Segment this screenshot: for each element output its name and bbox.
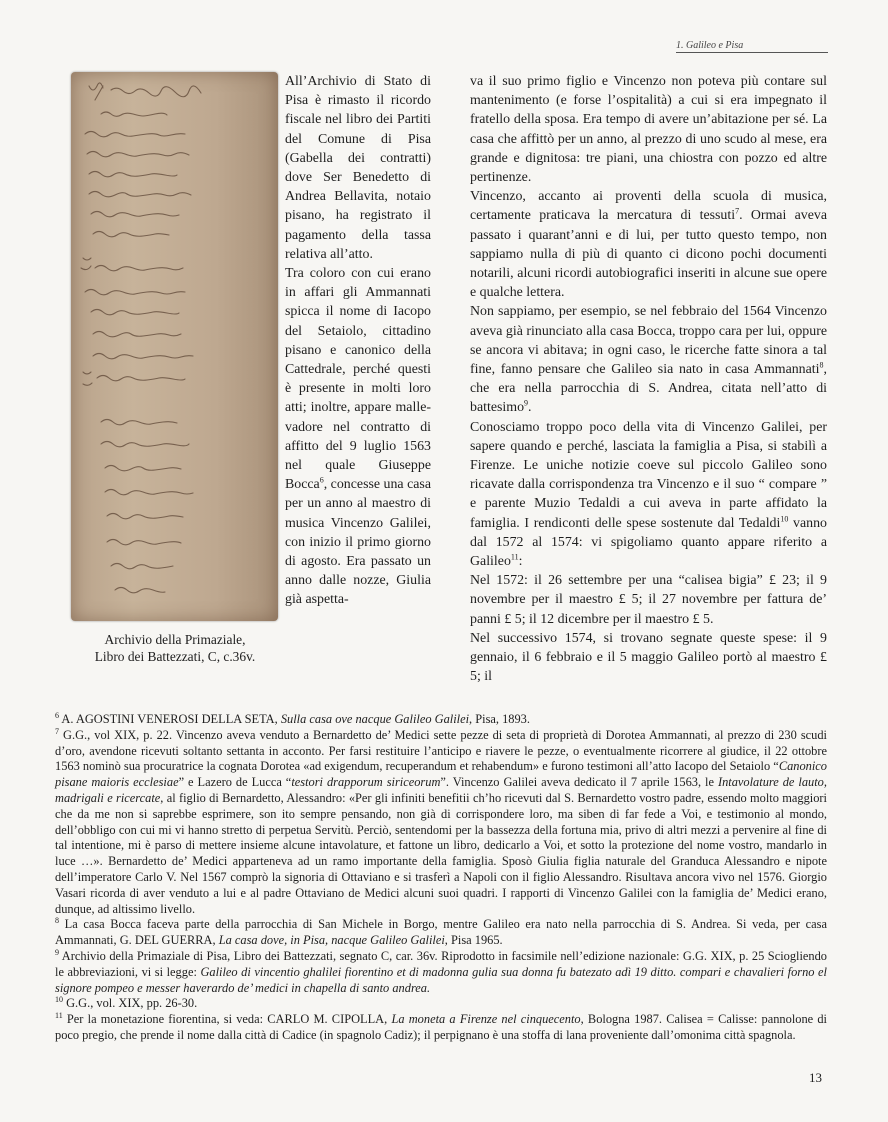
footnote-11: $^{11}$ Per la monetazione fiorentina, si veda: CARLO M. CIPOLLA, La moneta a Firenze nel cinquecento, Bologna 1987. Calisea = Calisse: pannolone di poco pregio, che prende il nome dalla città di Cadice (in spagnolo Cadiz); il perpignano è una stoffa di lana proveniente dall’omonima città spagnola. bbox=[55, 1011, 827, 1042]
footnote-6: $^6$ A. AGOSTINI VENEROSI DELLA SETA, Sulla casa ove nacque Galileo Galilei, Pisa, 1893. bbox=[55, 710, 530, 726]
paragraph: Vincenzo, accanto ai proventi della scuola di musica, certamente praticava la mercatura di tessuti$^7$. Ormai aveva passato i quarant’anni e di lui, per tutto questo tempo, non sappiamo nulla di più di quanto ci dicono pochi documenti notarili, alcuni ricordi autobiografici inseriti in alcune sue opere e qualche lettera. bbox=[470, 189, 828, 301]
text-column-2 bbox=[470, 72, 827, 687]
paragraph: Non sappiamo, per esempio, se nel febbraio del 1564 Vincenzo aveva già rinunciato alla casa Bocca, troppo cara per lui, oppure se ancora vi abitava; in ogni caso, le ricerche fatte sinora a tal fine, fanno pensare che Galileo sia nato in casa Ammannati$^8$, che era nella parrocchia di S. Andrea, citata nell’atto di battesimo$^9$. bbox=[470, 304, 827, 416]
paragraph: Nel 1572: il 26 settembre per una “calisea bigia” £ 23; il 9 novembre per il maestro £ 5; il 27 novembre per fattura de’ panni £ 5; il 12 dicembre per il maestro £ 5. bbox=[470, 573, 827, 627]
caption-line: Libro dei Battezzati, C, c.36v. bbox=[94, 648, 256, 664]
footnote-7: $^7$ G.G., vol XIX, p. 22. Vincenzo aveva venduto a Bernardetto de’ Medici sette pezze di seta di proprietà di Dorotea Ammannati, al prezzo di 230 scudi d’oro, avendone ricevuti soltanto settanta in acconto. Per farsi restituire l’anticipo e riavere le pezze, o eventualmente ricorrere al giudice, il 22 ottobre 1563 nominò sua procuratrice la cognata Dorotea «ad exigendum, recuperandum et rehabendum» e furono testimoni all’atto Iacopo del Setaiolo “Canonico pisane maioris ecclesiae” e Lazero de Lucca “testori drapporum siriceorum”. Vincenzo Galilei aveva dedicato il 7 aprile 1563, le Intavolature de lauto, madrigali e ricercate, al figlio di Bernardetto, Alessandro: «Per gli infiniti benefitii ch’ho ricevuti dal S. Bernardetto vostro padre, essendo molto maggiori che da me non si saprebbe esprimere, son ito sempre pensando, non già di corrispondere loro, ma siben di far fede a Voi, e testimonio al mondo, dell’obbligo con cui mi vi hanno stretto di perpetua Servitù. Perciò, sentendomi per la bassezza della fortuna mia, privo di altri mezzi a pervenire al fine di tal intentione, mi è parso di mettere insieme alcune intavolature, et fattone un libro, dedicarlo a Voi, et sotto la protezione del nome vostro, mandarlo in luce …». Bernardetto de’ Medici apparteneva ad un ramo importante della famiglia. Sposò Giulia figlia naturale del Granduca Alessandro e nipote dell’imperatore Carlo V. Nel 1567 comprò la signoria di Ottaviano e si trasferì a Napoli con il figlio Alessandro. Risultava ancora vivo nel 1576. Giorgio Vasari ricorda di aver venduto a lui e al padre Ottaviano de Medici alcuni suoi quadri. I rapporti di Vincenzo Galilei con la famiglia de’ Medici erano, dunque, ad altissimo livello. bbox=[55, 726, 827, 916]
footnote-number: 10 bbox=[55, 995, 63, 1005]
running-head: 1. Galileo e Pisa bbox=[676, 40, 828, 53]
page-number: 13 bbox=[809, 1070, 822, 1085]
footnote-number: 6 bbox=[55, 710, 59, 720]
paragraph: Tra coloro con cui erano in affari gli Ammannati spicca il nome di Iacopo del Setaiolo, cittadino pisano e canonico della Cattedrale, perché questi è presente in molti loro atti; inoltre, appare mallevadore nel contratto di affitto del 9 luglio 1563 nel quale Giuseppe Bocca$^6$, concesse una casa per un anno al maestro di musica Vincenzo Galilei, con inizio il primo giorno di agosto. Era passato un anno dalle nozze, Giulia già aspetta- bbox=[285, 266, 431, 608]
footnote-number: 11 bbox=[55, 1011, 63, 1021]
paragraph: va il suo primo figlio e Vincenzo non poteva più contare sul mantenimento (e forse l’ospitalità) a cui si era impegnato il fratello della sposa. Era tempo di avere un’abitazione per sé. La casa che affittò per un anno, al prezzo di uno scudo al mese, era grande e dignitosa: tre piani, una chiostra con pozzo ed altre pertinenze. bbox=[470, 74, 827, 186]
text-column-1 bbox=[285, 72, 431, 610]
manuscript-image bbox=[71, 72, 278, 621]
footnote-number: 8 bbox=[55, 916, 59, 926]
caption-line: Archivio della Primaziale, bbox=[104, 632, 246, 647]
footnote-8: $^8$ La casa Bocca faceva parte della parrocchia di San Michele in Borgo, mentre Galileo era nato nella parrocchia di S. Andrea. Si veda, per casa Ammannati, G. DEL GUERRA, La casa dove, in Pisa, nacque Galileo Galilei, Pisa 1965. bbox=[55, 916, 827, 948]
footnote-ref[interactable]: 6 bbox=[319, 475, 324, 485]
footnote-ref[interactable]: 8 bbox=[819, 360, 824, 370]
footnote-ref[interactable]: 9 bbox=[524, 398, 529, 408]
footnote-ref[interactable]: 11 bbox=[510, 552, 519, 562]
footnote-number: 7 bbox=[55, 726, 59, 736]
footnote-ref[interactable]: 7 bbox=[735, 206, 740, 216]
footnote-ref[interactable]: 10 bbox=[780, 514, 789, 524]
footnote-10: $^{10}$ G.G., vol. XIX, pp. 26-30. bbox=[55, 995, 198, 1011]
figure-caption bbox=[60, 632, 290, 665]
footnote-9: $^9$ Archivio della Primaziale di Pisa, Libro dei Battezzati, segnato C, car. 36v. Riprodotto in facsimile nell’edizione nazionale: G.G. XIX, p. 25 Sciogliendo le abbreviazioni, vi si legge: Galileo di vincentio ghalilei fiorentino et di madonna gulia sua donna fu batezato adì 19 ditto. compari e chavalieri forno el signore pompeo e messer haverardo de’ medici in chapella di santo andrea. bbox=[55, 947, 827, 995]
footnote-number: 9 bbox=[55, 947, 59, 957]
paragraph: Nel successivo 1574, si trovano segnate queste spese: il 9 gennaio, il 6 febbraio e il 5 maggio Galileo portò al maestro £ 5; il bbox=[470, 630, 827, 685]
paragraph: All’Archivio di Stato di Pisa è rimasto il ricordo fiscale nel libro dei Partiti del Comune di Pisa (Gabella dei contratti) dove Ser Benedetto di Andrea Bellavita, notaio pisano, ha registrato il pagamento della tassa relativa all’atto. bbox=[285, 74, 431, 262]
paragraph: Conosciamo troppo poco della vita di Vincenzo Galilei, per sapere quando e perché, lasciata la famiglia a Pisa, si stabilì a Firenze. Le uniche notizie coeve sul piccolo Galileo sono ricavate dalla corrispondenza tra Vincenzo e il suo “ compare ” e parente Muzio Tedaldi a cui aveva in parte affidato la famiglia. I rendiconti delle spese sostenute dal Tedaldi$^{10}$ vanno dal 1572 al 1574: vi spigoliamo quanto appare riferito a Galileo$^{11}$: bbox=[470, 419, 827, 570]
manuscript-handwriting bbox=[71, 72, 278, 621]
footnotes bbox=[55, 712, 827, 1044]
